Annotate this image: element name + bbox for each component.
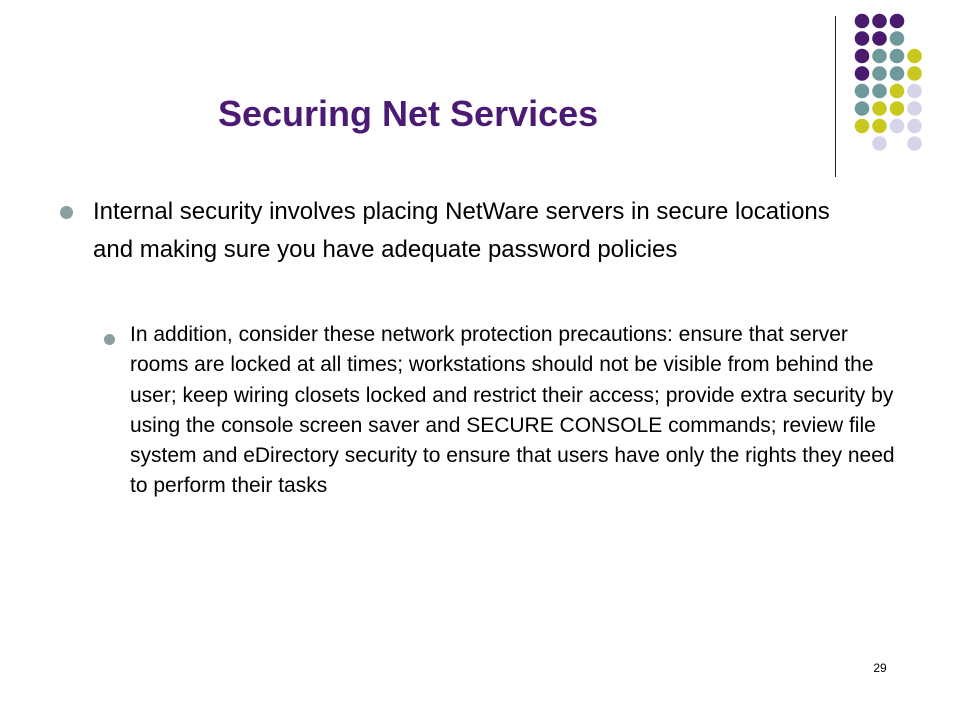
decorative-dot [855,119,870,134]
decorative-dot [872,66,887,81]
decorative-dot [855,66,870,81]
decorative-dot [855,31,870,46]
decorative-dot [890,31,905,46]
decorative-dot [890,84,905,99]
decorative-dot [890,66,905,81]
decorative-dot [872,14,887,29]
decorative-dot [907,119,922,134]
decorative-dot [855,84,870,99]
decorative-dot [855,101,870,116]
decorative-dot [872,119,887,134]
decorative-dot [890,49,905,64]
decorative-dot [907,101,922,116]
decorative-dot [890,14,905,29]
decorative-dot [890,101,905,116]
decorative-dot [872,49,887,64]
decorative-dot [907,136,922,151]
decorative-dot [872,84,887,99]
sub-bullet-dot-icon [104,334,115,345]
page-number: 29 [873,661,887,675]
decorative-dot [907,49,922,64]
decorative-dot [872,101,887,116]
bullet-dot-icon [60,206,73,219]
decorative-dot [872,31,887,46]
slide-title: Securing Net Services [218,93,599,134]
decorative-dot [872,136,887,151]
decorative-dot [907,66,922,81]
divider-line [835,16,836,177]
decorative-dot [890,119,905,134]
decorative-dot [855,14,870,29]
decorative-dot [907,84,922,99]
decorative-dot [855,49,870,64]
sub-bullet-text: In addition, consider these network protection precautions: ensure that server rooms are locked at all times; workstations should not be visible from behind the user; keep wiring closets locked and restrict their access; provide extra security by using the console screen saver and SECURE CONSOLE commands; review file system and eDirectory security to ensure that users have only the rights they need to perform their tasks [130,323,895,498]
bullet-text: Internal security involves placing NetWare servers in secure locations and making sure you have adequate password policies [93,198,830,263]
